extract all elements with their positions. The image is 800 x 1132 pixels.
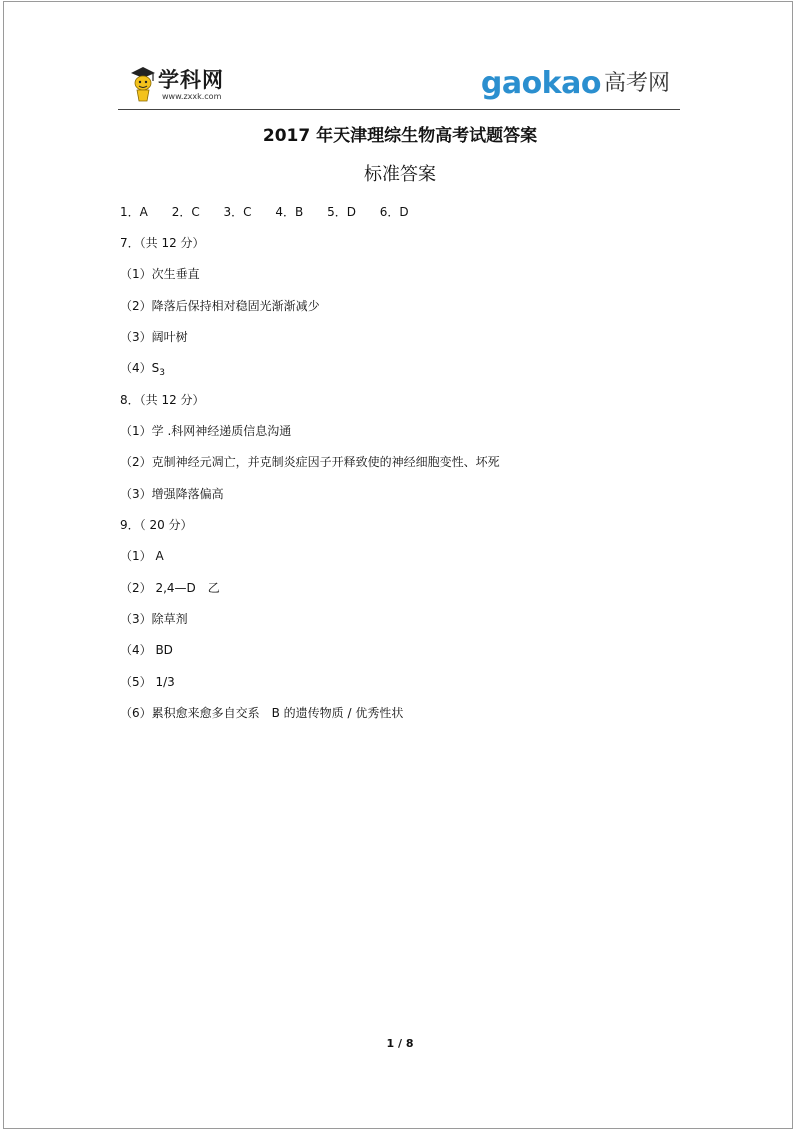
mc-answer: 2．C: [171, 205, 200, 219]
mc-answer: 4．B: [275, 205, 304, 219]
gaokao-logo: [481, 66, 670, 106]
q9-item: （1） A: [120, 549, 164, 563]
q9-item: （5） 1/3: [120, 675, 175, 689]
q7-item: （3）阔叶树: [120, 330, 188, 344]
mc-answer: 3．C: [223, 205, 252, 219]
q7-item4-base: S: [151, 361, 160, 375]
q8-item: （1）学 .科网神经递质信息沟通: [120, 424, 292, 438]
q8-heading: 8．（共 12 分）: [120, 393, 205, 407]
gaokao-latin: gaokao: [480, 66, 601, 101]
q9-item: （4） BD: [120, 643, 173, 657]
q9-heading: 9．（ 20 分）: [120, 518, 193, 532]
q7-item4-prefix: （4）: [120, 361, 152, 375]
mc-answer: 1．A: [120, 205, 148, 219]
gaokao-cn: 高考网: [603, 71, 670, 96]
mc-answer: 5．D: [327, 205, 356, 219]
q7-item: （2）降落后保持相对稳固光渐渐减少: [120, 299, 320, 313]
q9-item: （2） 2,4—D 乙: [120, 581, 220, 595]
q7-item4-subscript: 3: [159, 368, 165, 378]
document-title: 2017 年天津理综生物高考试题答案: [262, 126, 538, 146]
q8-item: （3）增强降落偏高: [120, 487, 224, 501]
q7-item: （1）次生垂直: [120, 267, 200, 281]
zxxk-url: www.zxxk.com: [162, 92, 222, 101]
mc-answer: 6．D: [379, 205, 409, 219]
q9-item: （3）除草剂: [120, 612, 188, 626]
page-number: 1 / 8: [386, 1037, 414, 1050]
mascot-icon: [128, 64, 158, 104]
q7-heading: 7．（共 12 分）: [120, 236, 205, 250]
q9-item: （6）累积愈来愈多自交系 B 的遗传物质 / 优秀性状: [120, 706, 404, 720]
q7-item-4: [120, 359, 165, 378]
zxxk-logo: [128, 62, 258, 106]
page-header: [118, 58, 680, 110]
document-subtitle: 标准答案: [364, 164, 436, 185]
zxxk-brand-text: 学科网: [158, 68, 224, 92]
header-rule: [118, 109, 680, 110]
q8-item: （2）克制神经元凋亡，并克制炎症因子开释致使的神经细胞变性、坏死: [120, 455, 500, 469]
mc-answers-row: [120, 203, 429, 220]
